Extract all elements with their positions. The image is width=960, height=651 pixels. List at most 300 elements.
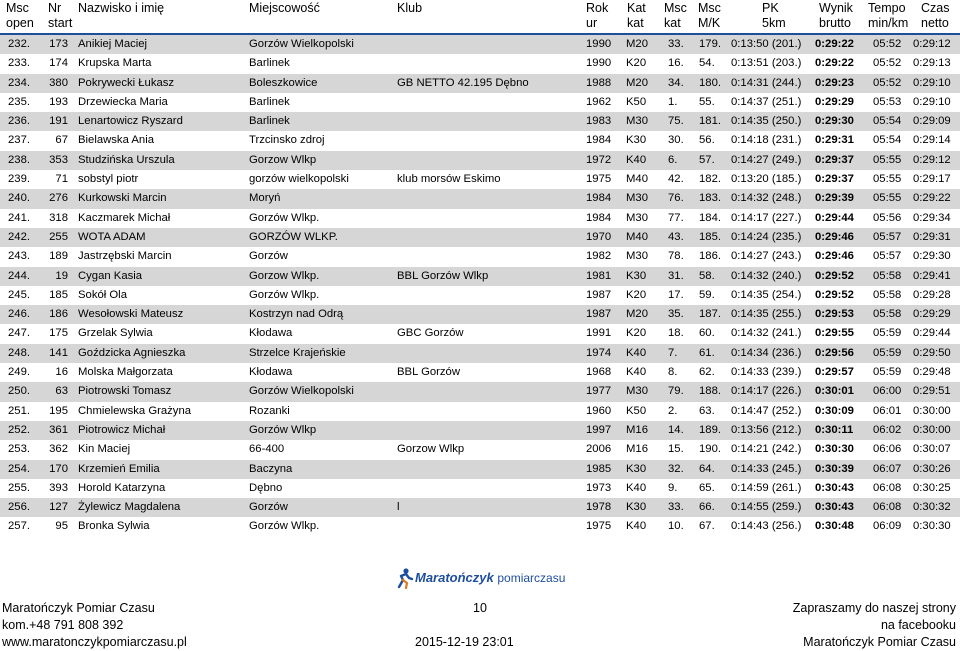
bib-number-cell: 361 — [49, 423, 68, 436]
header-cat-pos: Msc kat — [664, 1, 687, 30]
gender-position-cell: 63. — [699, 404, 715, 417]
category-position-cell: 2. — [668, 404, 678, 417]
category-position-cell: 75. — [668, 115, 684, 128]
bib-number-cell: 195 — [49, 404, 68, 417]
position-cell: 246. — [8, 308, 30, 321]
category-cell: M40 — [626, 173, 648, 186]
netto-time-cell: 0:30:25 — [913, 481, 951, 494]
table-row — [0, 35, 960, 54]
netto-time-cell: 0:29:41 — [913, 269, 951, 282]
birth-year-cell: 1968 — [586, 366, 612, 379]
header-mk-pos: Msc M/K — [698, 1, 721, 30]
split-5km-cell: 0:14:27 (243.) — [731, 250, 802, 263]
runner-name-cell: Grzelak Sylwia — [78, 327, 153, 340]
netto-time-cell: 0:30:07 — [913, 443, 951, 456]
pace-cell: 06:02 — [873, 423, 902, 436]
brutto-time-cell: 0:29:52 — [815, 288, 854, 301]
split-5km-cell: 0:13:50 (201.) — [731, 38, 802, 50]
table-row — [0, 517, 960, 536]
category-position-cell: 31. — [668, 269, 684, 282]
position-cell: 248. — [8, 346, 30, 359]
brutto-time-cell: 0:29:37 — [815, 173, 854, 186]
brutto-time-cell: 0:29:23 — [815, 76, 854, 89]
category-cell: M20 — [626, 38, 648, 50]
runner-name-cell: Bielawska Ania — [78, 134, 154, 147]
brutto-time-cell: 0:30:11 — [815, 423, 854, 436]
footer-company: Maratończyk Pomiar Czasu — [2, 601, 155, 615]
netto-time-cell: 0:29:30 — [913, 250, 951, 263]
results-table — [0, 35, 960, 537]
gender-position-cell: 182. — [699, 173, 721, 186]
club-cell: GBC Gorzów — [397, 327, 464, 340]
gender-position-cell: 65. — [699, 481, 715, 494]
footer-invite-line1: Zapraszamy do naszej strony — [792, 601, 956, 615]
birth-year-cell: 1975 — [586, 520, 612, 533]
category-cell: K20 — [626, 288, 647, 301]
gender-position-cell: 64. — [699, 462, 715, 475]
club-cell: BBL Gorzów Wlkp — [397, 269, 489, 282]
split-5km-cell: 0:14:43 (256.) — [731, 520, 802, 533]
netto-time-cell: 0:29:12 — [913, 153, 951, 166]
table-row — [0, 209, 960, 228]
brutto-time-cell: 0:29:53 — [815, 308, 854, 321]
city-cell: Barlinek — [249, 115, 290, 128]
birth-year-cell: 1990 — [586, 38, 612, 50]
pace-cell: 05:59 — [873, 327, 902, 340]
bib-number-cell: 127 — [49, 501, 68, 514]
category-position-cell: 14. — [668, 423, 684, 436]
netto-time-cell: 0:29:10 — [913, 95, 951, 108]
category-cell: M16 — [626, 443, 648, 456]
runner-name-cell: Lenartowicz Ryszard — [78, 115, 183, 128]
header-nr-start: Nr start — [48, 1, 73, 30]
table-row — [0, 54, 960, 73]
bib-number-cell: 191 — [49, 115, 68, 128]
table-row — [0, 382, 960, 401]
pace-cell: 05:57 — [873, 230, 902, 243]
birth-year-cell: 1981 — [586, 269, 612, 282]
position-cell: 244. — [8, 269, 30, 282]
netto-time-cell: 0:29:28 — [913, 288, 951, 301]
runner-name-cell: Studzińska Urszula — [78, 153, 175, 166]
runner-name-cell: Krzemień Emilia — [78, 462, 160, 475]
position-cell: 257. — [8, 520, 30, 533]
split-5km-cell: 0:13:56 (212.) — [731, 423, 802, 436]
position-cell: 236. — [8, 115, 30, 128]
split-5km-cell: 0:14:17 (227.) — [731, 211, 802, 224]
city-cell: Trzcinsko zdroj — [249, 134, 325, 147]
runner-name-cell: Piotrowicz Michał — [78, 423, 166, 436]
category-cell: M16 — [626, 423, 648, 436]
club-cell: Gorzow Wlkp — [397, 443, 465, 456]
city-cell: Gorzow Wlkp — [249, 153, 317, 166]
footer-invite-line2: na facebooku — [880, 618, 956, 632]
pace-cell: 05:58 — [873, 288, 902, 301]
runner-name-cell: Chmielewska Grażyna — [78, 404, 192, 417]
split-5km-cell: 0:14:32 (248.) — [731, 192, 802, 205]
split-5km-cell: 0:14:18 (231.) — [731, 134, 802, 147]
footer-website: www.maratonczykpomiarczasu.pl — [2, 635, 187, 649]
pace-cell: 05:55 — [873, 173, 902, 186]
bib-number-cell: 185 — [49, 288, 68, 301]
position-cell: 239. — [8, 173, 30, 186]
pace-cell: 06:08 — [873, 501, 902, 514]
netto-time-cell: 0:29:34 — [913, 211, 951, 224]
category-position-cell: 35. — [668, 308, 684, 321]
gender-position-cell: 62. — [699, 366, 715, 379]
table-row — [0, 112, 960, 131]
pace-cell: 05:56 — [873, 211, 902, 224]
runner-name-cell: Goździcka Agnieszka — [78, 346, 186, 359]
position-cell: 235. — [8, 95, 30, 108]
table-row — [0, 402, 960, 421]
pace-cell: 05:58 — [873, 308, 902, 321]
split-5km-cell: 0:14:21 (242.) — [731, 443, 802, 456]
category-cell: M20 — [626, 76, 648, 89]
table-row — [0, 170, 960, 189]
position-cell: 233. — [8, 57, 30, 70]
city-cell: Gorzow Wlkp. — [249, 269, 320, 282]
pace-cell: 06:06 — [873, 443, 902, 456]
category-position-cell: 32. — [668, 462, 684, 475]
bib-number-cell: 189 — [49, 250, 68, 263]
category-position-cell: 7. — [668, 346, 678, 359]
split-5km-cell: 0:14:24 (235.) — [731, 230, 802, 243]
header-tempo: Tempo min/km — [868, 1, 909, 30]
brutto-time-cell: 0:29:31 — [815, 134, 854, 147]
netto-time-cell: 0:29:12 — [913, 38, 951, 50]
city-cell: Gorzów Wlkp. — [249, 211, 320, 224]
runner-name-cell: Sokół Ola — [78, 288, 127, 301]
netto-time-cell: 0:29:51 — [913, 385, 951, 398]
table-row — [0, 228, 960, 247]
runner-name-cell: sobstyl piotr — [78, 173, 139, 186]
netto-time-cell: 0:29:10 — [913, 76, 951, 89]
netto-time-cell: 0:29:17 — [913, 173, 951, 186]
split-5km-cell: 0:14:35 (254.) — [731, 288, 802, 301]
position-cell: 254. — [8, 462, 30, 475]
pace-cell: 05:58 — [873, 269, 902, 282]
position-cell: 241. — [8, 211, 30, 224]
birth-year-cell: 1982 — [586, 250, 612, 263]
bib-number-cell: 141 — [49, 346, 68, 359]
brutto-time-cell: 0:30:09 — [815, 404, 854, 417]
runner-name-cell: Anikiej Maciej — [78, 38, 148, 50]
birth-year-cell: 1988 — [586, 76, 612, 89]
pace-cell: 06:09 — [873, 520, 902, 533]
city-cell: Kłodawa — [249, 327, 293, 340]
brutto-time-cell: 0:29:56 — [815, 346, 854, 359]
birth-year-cell: 1991 — [586, 327, 612, 340]
city-cell: Gorzów — [249, 250, 288, 263]
gender-position-cell: 180. — [699, 76, 721, 89]
brutto-time-cell: 0:29:55 — [815, 327, 854, 340]
category-cell: K50 — [626, 404, 647, 417]
gender-position-cell: 179. — [699, 38, 721, 50]
split-5km-cell: 0:13:20 (185.) — [731, 173, 802, 186]
birth-year-cell: 1984 — [586, 211, 612, 224]
netto-time-cell: 0:29:13 — [913, 57, 951, 70]
netto-time-cell: 0:29:09 — [913, 115, 951, 128]
gender-position-cell: 57. — [699, 153, 715, 166]
city-cell: 66-400 — [249, 443, 285, 456]
results-header — [0, 0, 960, 34]
runner-name-cell: Cygan Kasia — [78, 269, 143, 282]
city-cell: Gorzów Wlkp. — [249, 288, 320, 301]
brutto-time-cell: 0:29:46 — [815, 250, 854, 263]
pace-cell: 06:08 — [873, 481, 902, 494]
runner-name-cell: Wesołowski Mateusz — [78, 308, 184, 321]
birth-year-cell: 1987 — [586, 308, 612, 321]
netto-time-cell: 0:29:22 — [913, 192, 951, 205]
pace-cell: 05:59 — [873, 366, 902, 379]
bib-number-cell: 353 — [49, 153, 68, 166]
bib-number-cell: 362 — [49, 443, 68, 456]
birth-year-cell: 1978 — [586, 501, 612, 514]
category-cell: K20 — [626, 327, 647, 340]
brutto-time-cell: 0:30:43 — [815, 501, 854, 514]
header-name: Nazwisko i imię — [78, 1, 165, 15]
runner-name-cell: WOTA ADAM — [78, 230, 146, 243]
position-cell: 249. — [8, 366, 30, 379]
runner-name-cell: Jastrzębski Marcin — [78, 250, 172, 263]
table-row — [0, 93, 960, 112]
city-cell: Baczyna — [249, 462, 293, 475]
brutto-time-cell: 0:29:22 — [815, 57, 854, 70]
category-cell: K20 — [626, 57, 647, 70]
position-cell: 243. — [8, 250, 30, 263]
category-position-cell: 76. — [668, 192, 684, 205]
category-position-cell: 17. — [668, 288, 684, 301]
category-position-cell: 30. — [668, 134, 684, 147]
position-cell: 256. — [8, 501, 30, 514]
club-cell: l — [397, 501, 400, 514]
netto-time-cell: 0:30:26 — [913, 462, 951, 475]
table-row — [0, 189, 960, 208]
split-5km-cell: 0:14:37 (251.) — [731, 95, 802, 108]
table-row — [0, 305, 960, 324]
header-cat: Kat kat — [627, 1, 646, 30]
pace-cell: 05:52 — [873, 76, 902, 89]
city-cell: Kłodawa — [249, 366, 293, 379]
brutto-time-cell: 0:29:44 — [815, 211, 854, 224]
category-cell: M20 — [626, 308, 648, 321]
pace-cell: 05:59 — [873, 346, 902, 359]
bib-number-cell: 255 — [49, 230, 68, 243]
header-club: Klub — [397, 1, 423, 15]
position-cell: 251. — [8, 404, 30, 417]
city-cell: Kostrzyn nad Odrą — [249, 308, 344, 321]
bib-number-cell: 19 — [55, 269, 68, 282]
split-5km-cell: 0:13:51 (203.) — [731, 57, 802, 70]
category-cell: K40 — [626, 366, 647, 379]
header-year: Rok ur — [586, 1, 609, 30]
birth-year-cell: 1962 — [586, 95, 612, 108]
position-cell: 234. — [8, 76, 30, 89]
position-cell: 237. — [8, 134, 30, 147]
category-position-cell: 33. — [668, 38, 684, 50]
city-cell: Barlinek — [249, 95, 290, 108]
header-city: Miejscowość — [249, 1, 320, 15]
table-row — [0, 267, 960, 286]
birth-year-cell: 1990 — [586, 57, 612, 70]
netto-time-cell: 0:30:32 — [913, 501, 951, 514]
gender-position-cell: 183. — [699, 192, 721, 205]
netto-time-cell: 0:29:14 — [913, 134, 951, 147]
bib-number-cell: 175 — [49, 327, 68, 340]
category-position-cell: 78. — [668, 250, 684, 263]
bib-number-cell: 393 — [49, 481, 68, 494]
category-position-cell: 15. — [668, 443, 684, 456]
category-cell: K30 — [626, 501, 647, 514]
birth-year-cell: 1960 — [586, 404, 612, 417]
table-row — [0, 151, 960, 170]
birth-year-cell: 1984 — [586, 192, 612, 205]
category-position-cell: 10. — [668, 520, 684, 533]
bib-number-cell: 170 — [49, 462, 68, 475]
gender-position-cell: 184. — [699, 211, 721, 224]
position-cell: 247. — [8, 327, 30, 340]
netto-time-cell: 0:29:48 — [913, 366, 951, 379]
birth-year-cell: 1972 — [586, 153, 612, 166]
birth-year-cell: 2006 — [586, 443, 612, 456]
bib-number-cell: 380 — [49, 76, 68, 89]
category-cell: M30 — [626, 250, 648, 263]
pace-cell: 05:55 — [873, 192, 902, 205]
position-cell: 250. — [8, 385, 30, 398]
pace-cell: 05:54 — [873, 115, 902, 128]
header-split: PK 5km — [762, 1, 786, 30]
birth-year-cell: 1974 — [586, 346, 612, 359]
netto-time-cell: 0:30:00 — [913, 404, 951, 417]
gender-position-cell: 181. — [699, 115, 721, 128]
split-5km-cell: 0:14:59 (261.) — [731, 481, 802, 494]
brutto-time-cell: 0:30:43 — [815, 481, 854, 494]
category-cell: M30 — [626, 211, 648, 224]
position-cell: 245. — [8, 288, 30, 301]
birth-year-cell: 1987 — [586, 288, 612, 301]
city-cell: Gorzów Wielkopolski — [249, 38, 354, 50]
gender-position-cell: 66. — [699, 501, 715, 514]
table-row — [0, 498, 960, 517]
city-cell: Rozanki — [249, 404, 290, 417]
bib-number-cell: 276 — [49, 192, 68, 205]
logo-text: Maratończyk pomiarczasu — [415, 570, 566, 585]
bib-number-cell: 16 — [55, 366, 68, 379]
category-cell: K30 — [626, 134, 647, 147]
pace-cell: 05:57 — [873, 250, 902, 263]
bib-number-cell: 193 — [49, 95, 68, 108]
category-cell: M40 — [626, 230, 648, 243]
bib-number-cell: 186 — [49, 308, 68, 321]
gender-position-cell: 60. — [699, 327, 715, 340]
runner-name-cell: Drzewiecka Maria — [78, 95, 168, 108]
category-cell: K40 — [626, 481, 647, 494]
category-position-cell: 6. — [668, 153, 678, 166]
split-5km-cell: 0:14:47 (252.) — [731, 404, 802, 417]
club-cell: GB NETTO 42.195 Dębno — [397, 76, 529, 89]
gender-position-cell: 67. — [699, 520, 715, 533]
header-msc-open: Msc open — [6, 1, 34, 30]
bib-number-cell: 318 — [49, 211, 68, 224]
category-position-cell: 16. — [668, 57, 684, 70]
birth-year-cell: 1984 — [586, 134, 612, 147]
club-cell: klub morsów Eskimo — [397, 173, 501, 186]
header-brutto: Wynik brutto — [819, 1, 853, 30]
category-position-cell: 34. — [668, 76, 684, 89]
runner-name-cell: Krupska Marta — [78, 57, 152, 70]
category-cell: M30 — [626, 385, 648, 398]
brutto-time-cell: 0:30:39 — [815, 462, 854, 475]
brutto-time-cell: 0:29:52 — [815, 269, 854, 282]
birth-year-cell: 1983 — [586, 115, 612, 128]
split-5km-cell: 0:14:32 (241.) — [731, 327, 802, 340]
page-number: 10 — [473, 601, 487, 615]
table-row — [0, 74, 960, 93]
city-cell: Gorzów Wlkp — [249, 423, 317, 436]
split-5km-cell: 0:14:55 (259.) — [731, 501, 802, 514]
bib-number-cell: 173 — [49, 38, 68, 50]
city-cell: Gorzów Wlkp. — [249, 520, 320, 533]
gender-position-cell: 58. — [699, 269, 715, 282]
city-cell: gorzów wielkopolski — [249, 173, 349, 186]
position-cell: 238. — [8, 153, 30, 166]
city-cell: Strzelce Krajeńskie — [249, 346, 346, 359]
gender-position-cell: 188. — [699, 385, 721, 398]
runner-logo-icon — [393, 567, 415, 589]
split-5km-cell: 0:14:17 (226.) — [731, 385, 802, 398]
split-5km-cell: 0:14:33 (245.) — [731, 462, 802, 475]
position-cell: 255. — [8, 481, 30, 494]
footer-invite-line3: Maratończyk Pomiar Czasu — [803, 635, 956, 649]
pace-cell: 05:52 — [873, 38, 902, 50]
category-cell: K50 — [626, 95, 647, 108]
brutto-time-cell: 0:29:30 — [815, 115, 854, 128]
gender-position-cell: 186. — [699, 250, 721, 263]
brutto-time-cell: 0:30:01 — [815, 385, 854, 398]
table-row — [0, 421, 960, 440]
category-position-cell: 79. — [668, 385, 684, 398]
position-cell: 253. — [8, 443, 30, 456]
city-cell: GORZÓW WLKP. — [249, 230, 338, 243]
city-cell: Gorzów — [249, 501, 288, 514]
bib-number-cell: 95 — [55, 520, 68, 533]
category-position-cell: 33. — [668, 501, 684, 514]
footer-datetime: 2015-12-19 23:01 — [415, 635, 514, 649]
gender-position-cell: 190. — [699, 443, 721, 456]
table-row — [0, 440, 960, 459]
gender-position-cell: 55. — [699, 95, 715, 108]
runner-name-cell: Pokrywecki Łukasz — [78, 76, 175, 89]
birth-year-cell: 1985 — [586, 462, 612, 475]
pace-cell: 06:00 — [873, 385, 902, 398]
table-row — [0, 479, 960, 498]
position-cell: 252. — [8, 423, 30, 436]
runner-name-cell: Piotrowski Tomasz — [78, 385, 172, 398]
category-position-cell: 42. — [668, 173, 684, 186]
bib-number-cell: 174 — [49, 57, 68, 70]
split-5km-cell: 0:14:32 (240.) — [731, 269, 802, 282]
pace-cell: 05:53 — [873, 95, 902, 108]
split-5km-cell: 0:14:34 (236.) — [731, 346, 802, 359]
runner-name-cell: Horold Katarzyna — [78, 481, 166, 494]
gender-position-cell: 185. — [699, 230, 721, 243]
netto-time-cell: 0:29:29 — [913, 308, 951, 321]
brutto-time-cell: 0:30:48 — [815, 520, 854, 533]
split-5km-cell: 0:14:35 (250.) — [731, 115, 802, 128]
pace-cell: 06:01 — [873, 404, 902, 417]
runner-name-cell: Kin Maciej — [78, 443, 131, 456]
